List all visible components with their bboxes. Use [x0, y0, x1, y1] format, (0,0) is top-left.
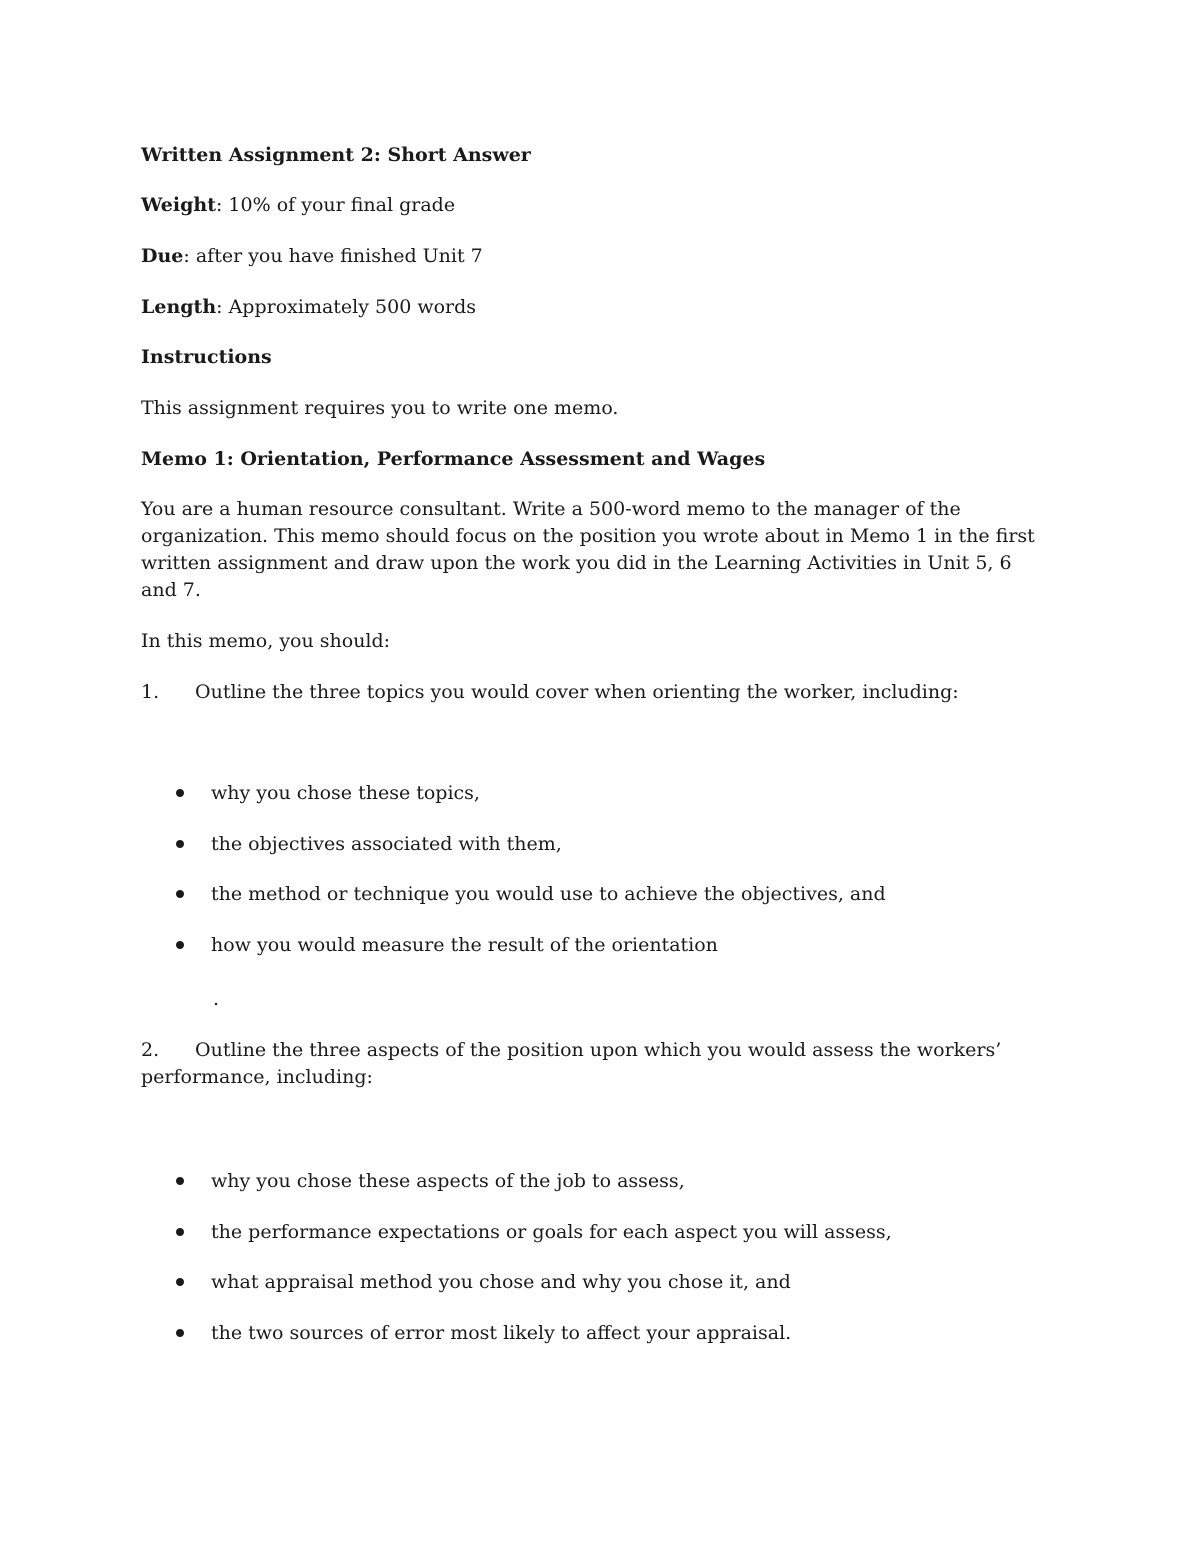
item-1	[141, 679, 959, 706]
document-page: Written Assignment 2: Short Answer Weight: 10% of your final grade Due: after you have finished Unit 7 Length: Approximately 500 words Instructions This assignment requires you to write one memo. Memo 1: Orientation, Performance Assessment and Wages You are a human resource consultant. Write a 500-word memo to the manager of the organization. This memo should focus on the position you wrote about in Memo 1 in the first written assignment and draw upon the work you did in the Learning Activities in Unit 5, 6 and 7. In this memo, you should: 1. Outline the three topics you would cover when orienting the worker, including: why you chose these topics, the objectives associated with them, the method or technique you would use to achieve the objectives, and how you would measure the result of the orientation . 2. Outline the three aspects of the position upon which you would assess the workers’ performance, including: why you chose these aspects of the job to assess, the performance expectations or goals for each aspect you will assess, what appraisal method you chose and why you chose it, and the two sources of error most likely to affect your appraisal.	[0, 0, 1200, 1553]
bullet-icon	[176, 1177, 184, 1185]
item-2-number: 2.	[141, 1039, 160, 1061]
instructions-text: This assignment requires you to write one memo.	[141, 397, 619, 419]
stray-period: .	[213, 988, 220, 1010]
item-2	[141, 1037, 1046, 1091]
memo-lead: In this memo, you should:	[141, 630, 391, 652]
bullet-icon	[176, 1228, 184, 1236]
item-2-text: Outline the three aspects of the position upon which you would assess the workers’ performance, including:	[141, 1039, 1002, 1088]
length-value: : Approximately 500 words	[216, 296, 477, 318]
weight-value: : 10% of your final grade	[215, 194, 456, 216]
weight-line	[141, 192, 455, 219]
item-1-text: Outline the three topics you would cover when orienting the worker, including:	[195, 681, 959, 703]
weight-label: Weight	[141, 194, 216, 216]
due-line	[141, 243, 483, 270]
memo-heading: Memo 1: Orientation, Performance Assessment and Wages	[141, 448, 766, 470]
item-1-number: 1.	[141, 681, 160, 703]
bullet-icon	[176, 1278, 184, 1286]
length-label: Length	[141, 296, 217, 318]
due-label: Due	[141, 245, 184, 267]
bullet-icon	[176, 789, 184, 797]
bullet-icon	[176, 1329, 184, 1337]
bullet-icon	[176, 890, 184, 898]
memo-intro: You are a human resource consultant. Write a 500-word memo to the manager of the organization. This memo should focus on the position you wrote about in Memo 1 in the first written assignment and draw upon the work you did in the Learning Activities in Unit 5, 6 and 7.	[141, 498, 1035, 601]
instructions-heading: Instructions	[141, 346, 272, 368]
bullet-icon	[176, 941, 184, 949]
document-title: Written Assignment 2: Short Answer	[141, 144, 531, 166]
due-value: : after you have finished Unit 7	[183, 245, 483, 267]
length-line	[141, 294, 476, 321]
bullet-icon	[176, 840, 184, 848]
